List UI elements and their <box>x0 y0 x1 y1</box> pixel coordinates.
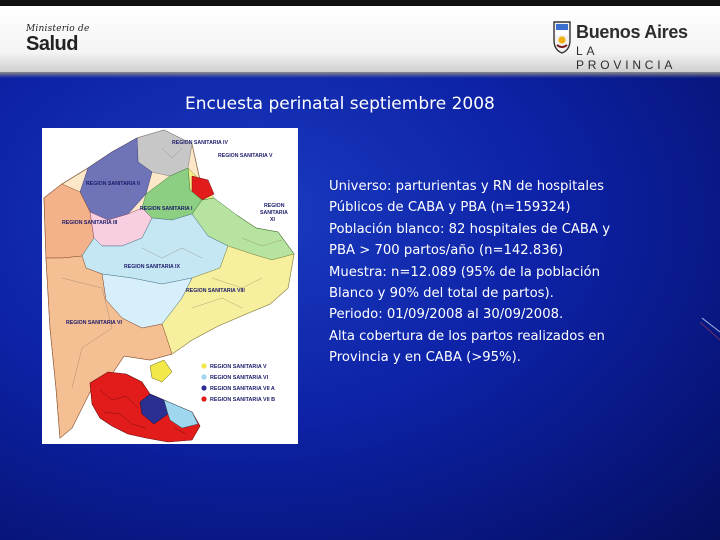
body-line: Periodo: 01/09/2008 al 30/09/2008. <box>329 307 564 323</box>
legend-swatch-vi <box>201 374 206 379</box>
label-region-vi: REGION SANITARIA VI <box>66 320 122 326</box>
label-region-i: REGION SANITARIA I <box>140 206 193 212</box>
body-line: Blanco y 90% del total de partos). <box>329 285 554 301</box>
legend-swatch-vii-b <box>201 396 206 401</box>
slide-title: Encuesta perinatal septiembre 2008 <box>185 94 495 114</box>
province-subtitle: LA PROVINCIA <box>576 44 677 72</box>
body-line: Población blanco: 82 hospitales de CABA y <box>329 221 610 237</box>
body-line: PBA > 700 partos/año (n=142.836) <box>329 243 564 259</box>
map-legend <box>201 363 275 403</box>
legend-swatch-vii-a <box>201 385 206 390</box>
label-region-vii: REGION SANITARIA VIII <box>186 288 245 294</box>
legend-label-v: REGION SANITARIA V <box>210 364 267 370</box>
body-line: Universo: parturientas y RN de hospitales <box>329 179 604 194</box>
body-line: Alta cobertura de los partos realizados en <box>329 328 605 344</box>
label-region-ix: REGION SANITARIA IX <box>124 264 180 270</box>
buenos-aires-regions-map <box>42 128 298 444</box>
legend-label-vii-b: REGION SANITARIA VII B <box>210 397 275 403</box>
body-line: Provincia y en CABA (>95%). <box>329 350 521 366</box>
label-region-v: REGION SANITARIA V <box>218 153 273 159</box>
label-region-xi-c: XI <box>270 217 275 223</box>
province-name: Buenos Aires <box>576 22 688 42</box>
legend-label-vi: REGION SANITARIA VI <box>210 375 269 381</box>
label-region-ii: REGION SANITARIA II <box>86 181 140 187</box>
body-text <box>329 176 659 369</box>
body-line: Públicos de CABA y PBA (n=159324) <box>329 200 571 216</box>
body-line: Muestra: n=12.089 (95% de la población <box>329 264 600 280</box>
label-region-iii: REGION SANITARIA III <box>62 220 118 226</box>
label-region-iv: REGION SANITARIA IV <box>172 140 228 146</box>
label-region-xi-a: REGION <box>264 203 285 209</box>
label-region-xi-b: SANITARIA <box>260 210 288 216</box>
region-map <box>42 128 298 444</box>
ministry-top-text: Ministerio de <box>26 24 90 34</box>
ministry-main-text: Salud <box>26 33 78 55</box>
legend-label-vii-a: REGION SANITARIA VII A <box>210 386 275 392</box>
legend-swatch-v <box>201 363 206 368</box>
